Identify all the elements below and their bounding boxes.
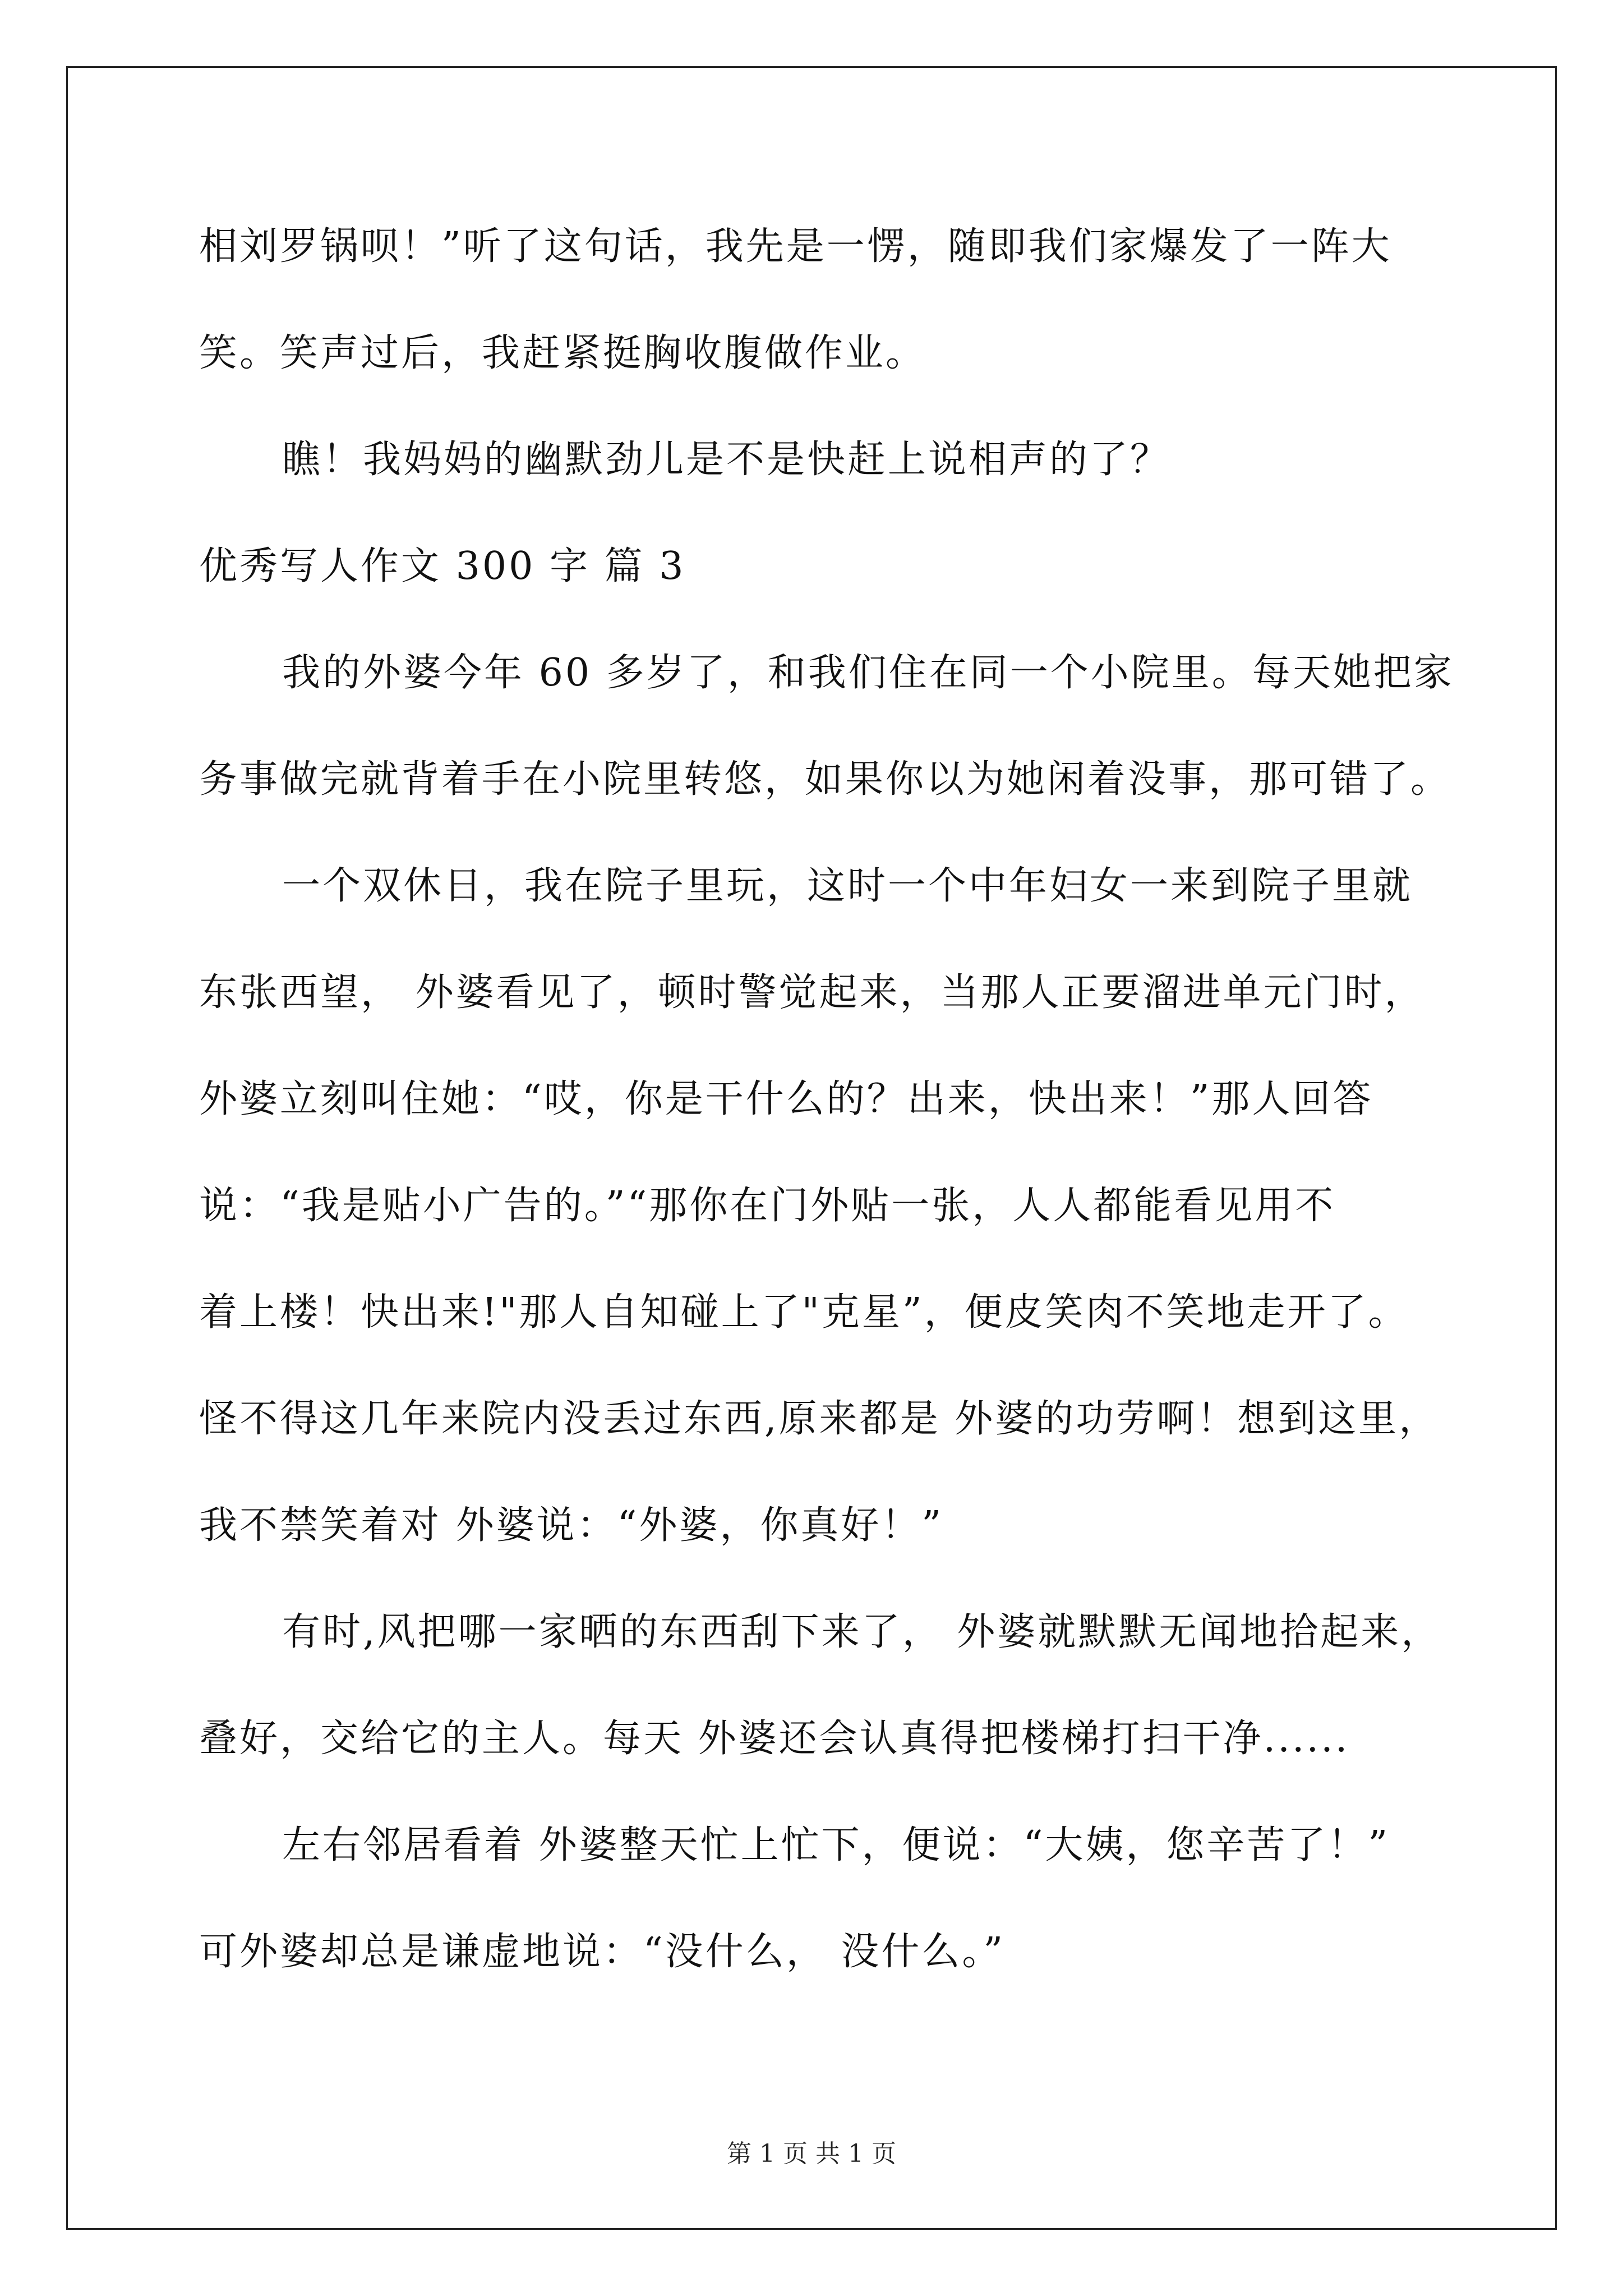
text-line: 怪不得这几年来院内没丢过东西,原来都是 外婆的功劳啊！想到这里， <box>199 1397 1440 1441</box>
text-line: 务事做完就背着手在小院里转悠，如果你以为她闲着没事，那可错了。 <box>199 757 1451 802</box>
page-number: 第 1 页 共 1 页 <box>727 2139 896 2168</box>
text-line: 一个双休日，我在院子里玩，这时一个中年妇女一来到院子里就 <box>282 864 1413 908</box>
text-line: 我不禁笑着对 外婆说：“外婆，你真好！” <box>199 1503 944 1548</box>
text-line: 外婆立刻叫住她：“哎，你是干什么的？出来，快出来！”那人回答 <box>199 1077 1373 1121</box>
text-line: 着上楼！快出来!"那人自知碰上了"克星”，便皮笑肉不笑地走开了。 <box>199 1290 1409 1335</box>
text-line: 叠好，交给它的主人。每天 外婆还会认真得把楼梯打扫干净...... <box>199 1717 1350 1761</box>
page-border <box>66 66 1557 2230</box>
text-line: 我的外婆今年 60 多岁了，和我们住在同一个小院里。每天她把家 <box>282 651 1454 695</box>
text-line: 可外婆却总是谦虚地说：“没什么， 没什么。” <box>199 1930 1006 1974</box>
text-line: 瞧！我妈妈的幽默劲儿是不是快赶上说相声的了？ <box>282 438 1171 482</box>
text-line: 笑。笑声过后，我赶紧挺胸收腹做作业。 <box>199 331 926 375</box>
text-line: 左右邻居看着 外婆整天忙上忙下，便说：“大姨，您辛苦了！” <box>282 1823 1390 1867</box>
text-line: 有时,风把哪一家晒的东西刮下来了， 外婆就默默无闻地拾起来， <box>282 1610 1442 1654</box>
section-heading: 优秀写人作文 300 字 篇 3 <box>199 544 686 588</box>
text-line: 说：“我是贴小广告的。”“那你在门外贴一张，人人都能看见用不 <box>199 1184 1336 1228</box>
text-line: 相刘罗锅呗！”听了这句话，我先是一愣，随即我们家爆发了一阵大 <box>199 224 1392 269</box>
text-line: 东张西望， 外婆看见了，顿时警觉起来，当那人正要溜进单元门时， <box>199 970 1425 1015</box>
